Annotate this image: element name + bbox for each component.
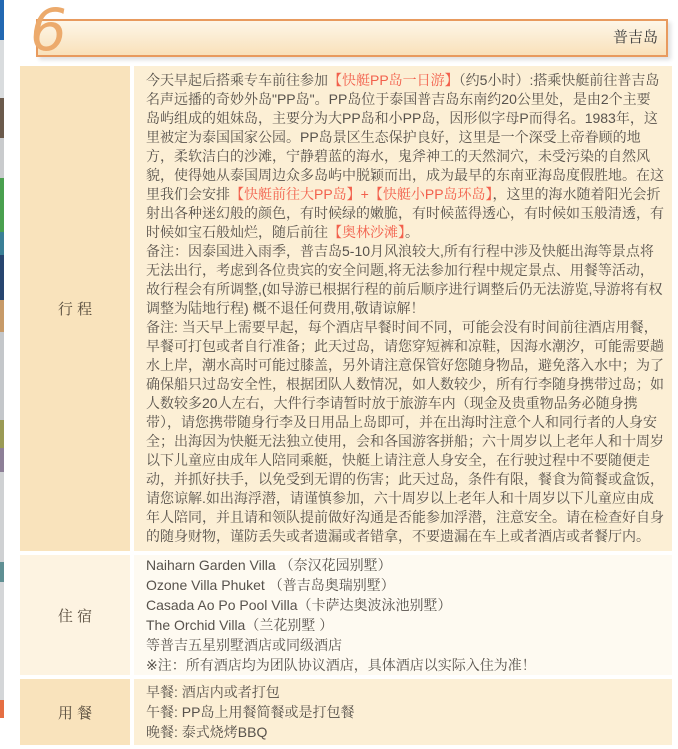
edge-fragment xyxy=(0,582,4,700)
edge-fragment xyxy=(0,420,4,448)
destination-label: 普吉岛 xyxy=(612,29,658,46)
accommodation-content xyxy=(134,555,672,675)
hotel-option: Naiharn Garden Villa （奈汉花园别墅） xyxy=(146,557,392,573)
highlight-pp-island-day-tour: 【快艇PP岛一日游】 xyxy=(328,72,459,88)
meals-row xyxy=(20,679,672,745)
highlight-big-small-pp-island: 【快艇前往大PP岛】+【快艇小PP岛环岛】 xyxy=(230,186,493,202)
edge-fragment xyxy=(0,232,4,255)
day-section xyxy=(20,0,672,749)
edge-fragment xyxy=(0,472,4,562)
hotel-disclaimer: ※注：所有酒店均为团队协议酒店，具体酒店以实际入住为准！ xyxy=(146,657,536,673)
itinerary-paragraph xyxy=(146,71,664,242)
meals-row-label: 用 餐 xyxy=(20,679,130,745)
itinerary-row-label: 行 程 xyxy=(20,66,130,551)
edge-fragment xyxy=(0,562,4,582)
itinerary-text: ，这里的海水随着阳光会折射出各种迷幻般的颜色，有时候绿的嫩脆，有时候蓝得透心，有时候如玉般清透，有时候如宝石般灿烂，随后前往 xyxy=(146,186,664,240)
edge-fragment xyxy=(0,255,4,300)
itinerary-text: 。 xyxy=(405,224,419,240)
breakfast-line: 早餐: 酒店内或者打包 xyxy=(146,684,280,700)
itinerary-table xyxy=(20,66,672,745)
edge-fragment xyxy=(0,178,4,232)
hotel-option: Ozone Villa Phuket （普吉岛奥瑞别墅） xyxy=(146,577,395,593)
hotel-option: The Orchid Villa（兰花别墅 ） xyxy=(146,617,334,633)
itinerary-content xyxy=(134,66,672,551)
accommodation-row xyxy=(20,555,672,675)
itinerary-note-2: 备注: 当天早上需要早起，每个酒店早餐时间不同，可能会没有时间前往酒店用餐，早餐可打包或者自行准备；此天过岛，请您穿短裤和凉鞋，因海水潮汐，可能需要趟水上岸，潮水高时可能过膝盖，另外请注意保管好您随身物品，避免落入水中；为了确保船只过岛安全性，根据团队人数情况，如人数较少，所有行李随身携带过岛；如人数较多20人左右，大件行李请暂时放于旅游车内（现金及贵重物品务必随身携带），请您携带随身行李及日用品上岛即可，并在出海时注意个人和同行者的人身安全；出海因为快艇无法独立使用，会和各国游客拼船；六十周岁以上老年人和十周岁以下儿童应由成年人陪同乘艇，快艇上请注意人身安全，在行驶过程中不要随便走动，并抓好扶手，以免受到无谓的伤害；此天过岛，条件有限，餐食为简餐或盒饭，请您谅解.如出海浮潜，请谨慎参加，六十周岁以上老年人和十周岁以下儿童应由成年人陪同，并且请和领队提前做好沟通是否能参加浮潜，注意安全。请在检查好自身的随身财物，谨防丢失或者遗漏或者错拿，不要遗漏在车上或者酒店或者餐厅内。 xyxy=(146,319,664,544)
edge-fragment xyxy=(0,40,4,98)
edge-fragment xyxy=(0,98,4,138)
hotel-option: Casada Ao Po Pool Villa（卡萨达奥波泳池别墅） xyxy=(146,597,452,613)
edge-fragment xyxy=(0,138,4,178)
dinner-line: 晚餐: 泰式烧烤BBQ xyxy=(146,724,268,740)
accommodation-row-label: 住 宿 xyxy=(20,555,130,675)
edge-fragment xyxy=(0,300,4,332)
itinerary-row xyxy=(20,66,672,551)
hotel-grade-note: 等普吉五星别墅酒店或同级酒店 xyxy=(146,637,342,653)
page-edge-sliver xyxy=(0,0,4,718)
highlight-olin-beach: 【奥林沙滩】 xyxy=(328,224,405,240)
itinerary-note-1: 备注：因泰国进入雨季，普吉岛5-10月风浪较大,所有行程中涉及快艇出海等景点将无法出行，考虑到各位贵宾的安全问题,将无法参加行程中规定景点、用餐等活动，故行程会有所调整,(如导游已根据行程的前后顺序进行调整后仍无法游览,导游将有权调整为陆地行程) 概不退任何费用,敬请谅解！ xyxy=(146,243,663,316)
edge-fragment xyxy=(0,700,4,718)
itinerary-text: 今天早起后搭乘专车前往参加 xyxy=(146,72,328,88)
day-header xyxy=(30,0,668,64)
edge-fragment xyxy=(0,448,4,472)
lunch-line: 午餐: PP岛上用餐简餐或是打包餐 xyxy=(146,704,355,720)
itinerary-text: （约5小时）:搭乘快艇前往普吉岛名声远播的奇妙外岛"PP岛"。PP岛位于泰国普吉岛东南约20公里处，是由2个主要岛屿组成的姐妹岛，主要分为大PP岛和小PP岛，因形似字母P而得名。1983年，这里被定为泰国国家公园。PP岛景区生态保护良好，这里是一个深受上帝眷顾的地方，柔软洁白的沙滩，宁静碧蓝的海水，鬼斧神工的天然洞穴，未受污染的自然风貌，使得她从泰国周边众多岛屿中脱颖而出，成为最早的东南亚海岛度假胜地。在这里我们会安排 xyxy=(146,72,664,202)
edge-fragment xyxy=(0,0,4,40)
day-number: 6 xyxy=(30,0,67,64)
edge-fragment xyxy=(0,332,4,420)
meals-content xyxy=(134,679,672,745)
